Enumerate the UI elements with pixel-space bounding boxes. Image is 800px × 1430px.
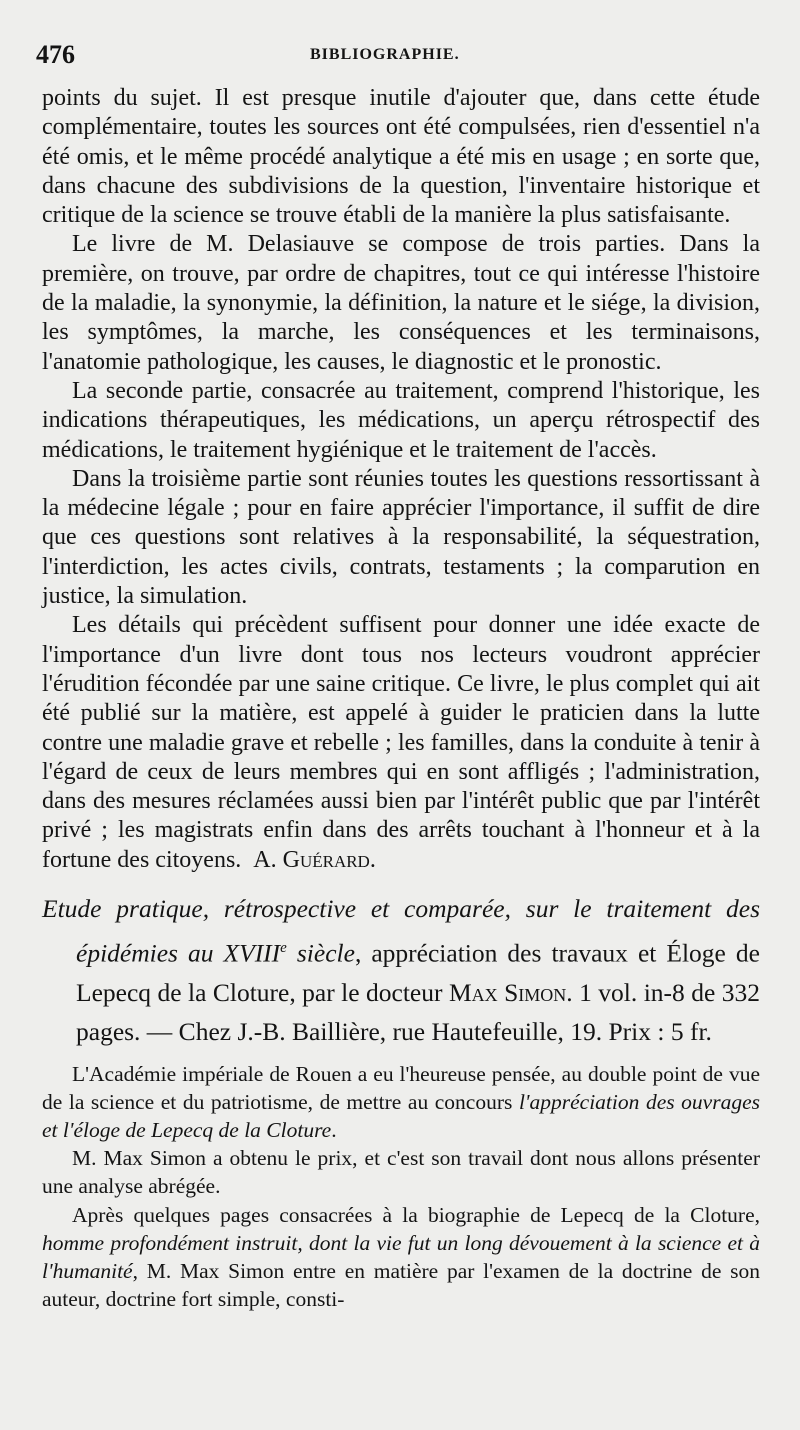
author-name: Max Simon (448, 977, 567, 1007)
publication-info: . 1 vol. in-8 de 332 pages. — Chez J.-B. Baillière, rue Hautefeuille, 19. Prix : 5 fr. (76, 977, 760, 1047)
paragraph: Dans la troisième partie sont réunies toutes les questions ressortissant à la médecine légale ; pour en faire apprécier l'importance, il suffit de dire que ces questions sont relatives à la responsabilité, la séquestration, l'interdiction, les actes civils, contrats, testaments ; la comparution en justice, la simulation. (42, 465, 760, 610)
title-rest: , appréciation des travaux et Éloge de Lepecq de la Cloture, par le docteur (76, 938, 760, 1007)
paragraph-text: , M. Max Simon entre en matière par l'examen de la doctrine de son auteur, doctrine fort simple, consti- (42, 1258, 760, 1312)
page-header (36, 40, 760, 80)
title-superscript: e (280, 939, 287, 956)
italic-text: homme profondément instruit, dont la vie fut un long dévouement à la science et à l'humanité (42, 1230, 760, 1283)
paragraph-text: Les détails qui précèdent suffisent pour donner une idée exacte de l'importance d'un livre dont tous nos lecteurs voudront apprécier l'érudition fécondée par une saine critique. Ce livre, le plus complet qui ait été publié sur la matière, est appelé à guider le praticien dans la lutte contre une maladie grave et rebelle ; les familles, dans la conduite à tenir à l'égard de ceux de leurs membres qui en sont affligés ; l'administration, dans des mesures réclamées aussi bien par l'intérêt public que par l'intérêt privé ; les magistrats enfin dans des arrêts touchant à l'honneur et à la fortune des citoyens. (42, 612, 760, 873)
paragraph: Le livre de M. Delasiauve se compose de trois parties. Dans la première, on trouve, par ordre de chapitres, tout ce qui intéresse l'histoire de la maladie, la synonymie, la définition, la nature et le siége, la division, les symptômes, la marche, les conséquences et les terminaisons, l'anatomie pathologique, les causes, le diagnostic et le pronostic. (42, 231, 760, 375)
paragraph-text: . (331, 1117, 337, 1142)
title-italic-2: siècle (286, 938, 355, 968)
paragraph: M. Max Simon a obtenu le prix, et c'est son travail dont nous allons présenter une analyse abrégée. (42, 1146, 760, 1199)
running-title: BIBLIOGRAPHIE. (310, 46, 460, 63)
paragraph-with-signature (42, 611, 760, 875)
paragraph (42, 1060, 760, 1145)
review-title (42, 889, 760, 1052)
paragraph: points du sujet. Il est presque inutile d'ajouter que, dans cette étude complémentaire, toutes les sources ont été compulsées, rien d'essentiel n'a été omis, et le même procédé analytique a été mis en usage ; en sorte que, dans chacune des subdivisions de la question, l'inventaire historique et critique de la science se trouve établi de la manière la plus satisfaisante. (42, 85, 760, 229)
paragraph-text: L'Académie impériale de Rouen a eu l'heureuse pensée, au double point de vue de la science et du patriotisme, de mettre au concours (42, 1061, 760, 1114)
paragraph (42, 1201, 760, 1314)
page-body (42, 84, 760, 1313)
paragraph-text: Après quelques pages consacrées à la biographie de Lepecq de la Cloture, (72, 1202, 760, 1227)
italic-text: l'appréciation des ouvrages et l'éloge de Lepecq de la Cloture (42, 1089, 760, 1142)
title-italic: Etude pratique, rétrospective et comparée, sur le traitement des épidémies au XVIII (42, 894, 760, 968)
review-delasiauve (42, 84, 760, 875)
page-number: 476 (36, 40, 75, 69)
paragraph: La seconde partie, consacrée au traitement, comprend l'historique, les indications thérapeutiques, les médications, un aperçu rétrospectif des médications, le traitement hygiénique et le traitement de l'accès. (42, 377, 760, 463)
review-max-simon (42, 1060, 760, 1314)
signature: A. Guérard. (253, 846, 376, 873)
